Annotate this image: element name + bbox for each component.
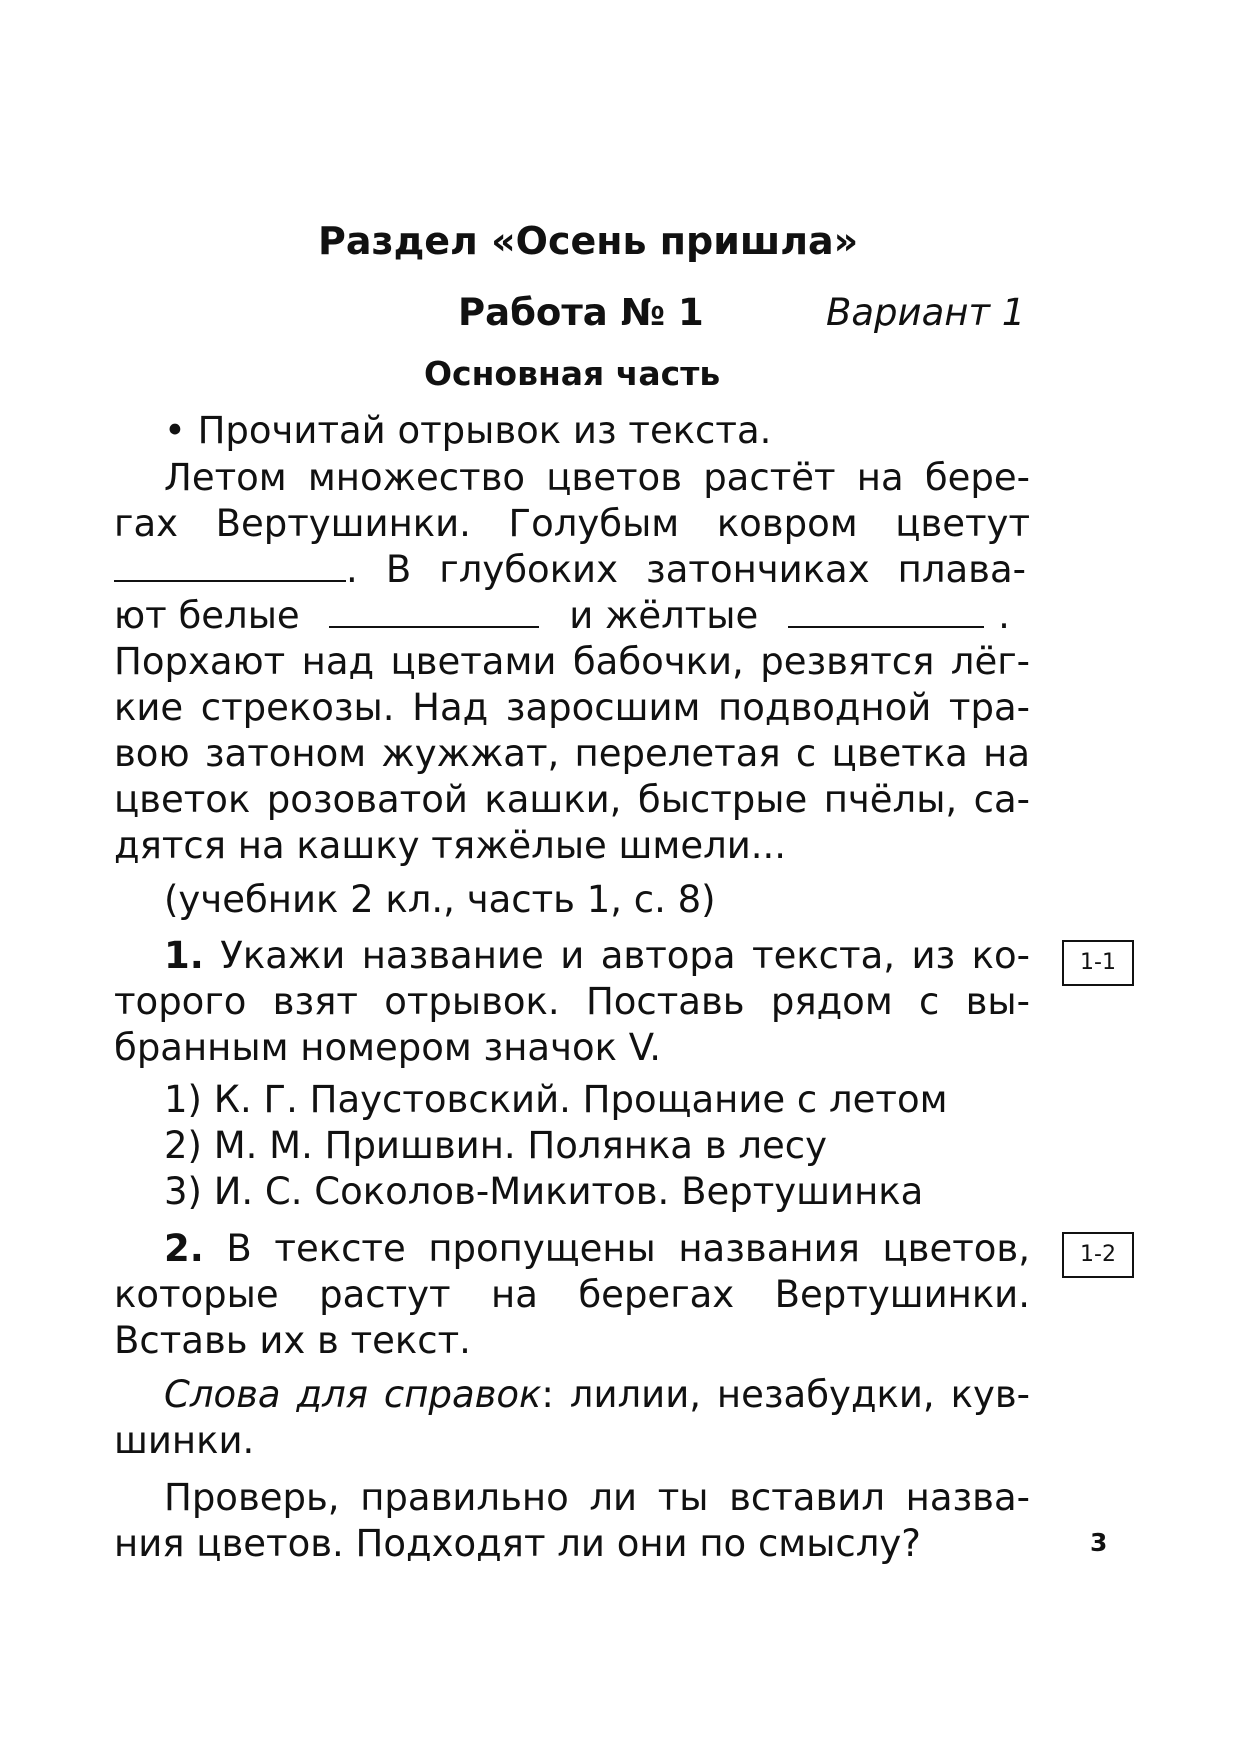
hint-label: Слова для справок [164, 1373, 542, 1416]
page-number: 3 [1090, 1528, 1108, 1557]
task-2-text-1: В тексте пропущены названия цветов, [226, 1227, 1030, 1270]
passage-line-4 [114, 593, 1030, 639]
section-title: Раздел «Осень пришла» [318, 219, 859, 263]
passage-line-6: кие стрекозы. Над заросшим подводной тра- [114, 686, 1030, 729]
instruction: • Прочитай отрывок из текста. [164, 409, 772, 452]
work-title: Работа № 1 [458, 291, 704, 334]
task-1-text-1: Укажи название и автора текста, из ко- [220, 934, 1031, 977]
task-1-code-box: 1-1 [1062, 940, 1134, 986]
task-1-line-3: бранным номером значок V. [114, 1026, 661, 1069]
blank-1[interactable] [114, 548, 346, 582]
passage-line-3-text: . В глубоких затончиках плава- [346, 548, 1026, 591]
task-1-option-3[interactable]: 3) И. С. Соколов-Микитов. Вертушинка [164, 1170, 924, 1213]
passage-line-5: Порхают над цветами бабочки, резвятся лёг- [114, 640, 1030, 683]
passage-line-7: вою затоном жужжат, перелетая с цветка на [114, 732, 1030, 775]
check-line-1: Проверь, правильно ли ты вставил назва- [164, 1476, 1030, 1519]
hint-words: : лилии, незабудки, кув- [541, 1373, 1030, 1416]
passage-line-1: Летом множество цветов растёт на бере- [164, 456, 1030, 499]
source-reference: (учебник 2 кл., часть 1, с. 8) [164, 878, 716, 921]
passage-line-4-a: ют белые [114, 594, 300, 637]
passage-line-4-end: . [998, 594, 1010, 637]
task-2-number: 2. [164, 1227, 204, 1270]
hint-line-1 [164, 1372, 1030, 1418]
passage-line-9: дятся на кашку тяжёлые шмели... [114, 824, 787, 867]
task-2-line-1 [164, 1226, 1030, 1272]
passage-line-8: цветок розоватой кашки, быстрые пчёлы, са- [114, 778, 1030, 821]
hint-line-2: шинки. [114, 1419, 255, 1462]
task-1-line-2: торого взят отрывок. Поставь рядом с вы- [114, 980, 1030, 1023]
task-1-option-2[interactable]: 2) М. М. Пришвин. Полянка в лесу [164, 1124, 827, 1167]
variant-label: Вариант 1 [826, 291, 1026, 334]
task-2-line-2: которые растут на берегах Вертушинки. [114, 1273, 1030, 1316]
part-title: Основная часть [424, 354, 721, 393]
passage-line-2: гах Вертушинки. Голубым ковром цветут [114, 502, 1030, 545]
task-1-number: 1. [164, 934, 204, 977]
passage-line-3 [114, 547, 1030, 593]
blank-3[interactable] [788, 594, 984, 628]
task-1-line-1 [164, 933, 1030, 979]
task-2-line-3: Вставь их в текст. [114, 1319, 471, 1362]
task-1-option-1[interactable]: 1) К. Г. Паустовский. Прощание с летом [164, 1078, 948, 1121]
blank-2[interactable] [329, 594, 539, 628]
check-line-2: ния цветов. Подходят ли они по смыслу? [114, 1522, 921, 1565]
passage-line-4-b: и жёлтые [569, 594, 759, 637]
task-2-code-box: 1-2 [1062, 1232, 1134, 1278]
